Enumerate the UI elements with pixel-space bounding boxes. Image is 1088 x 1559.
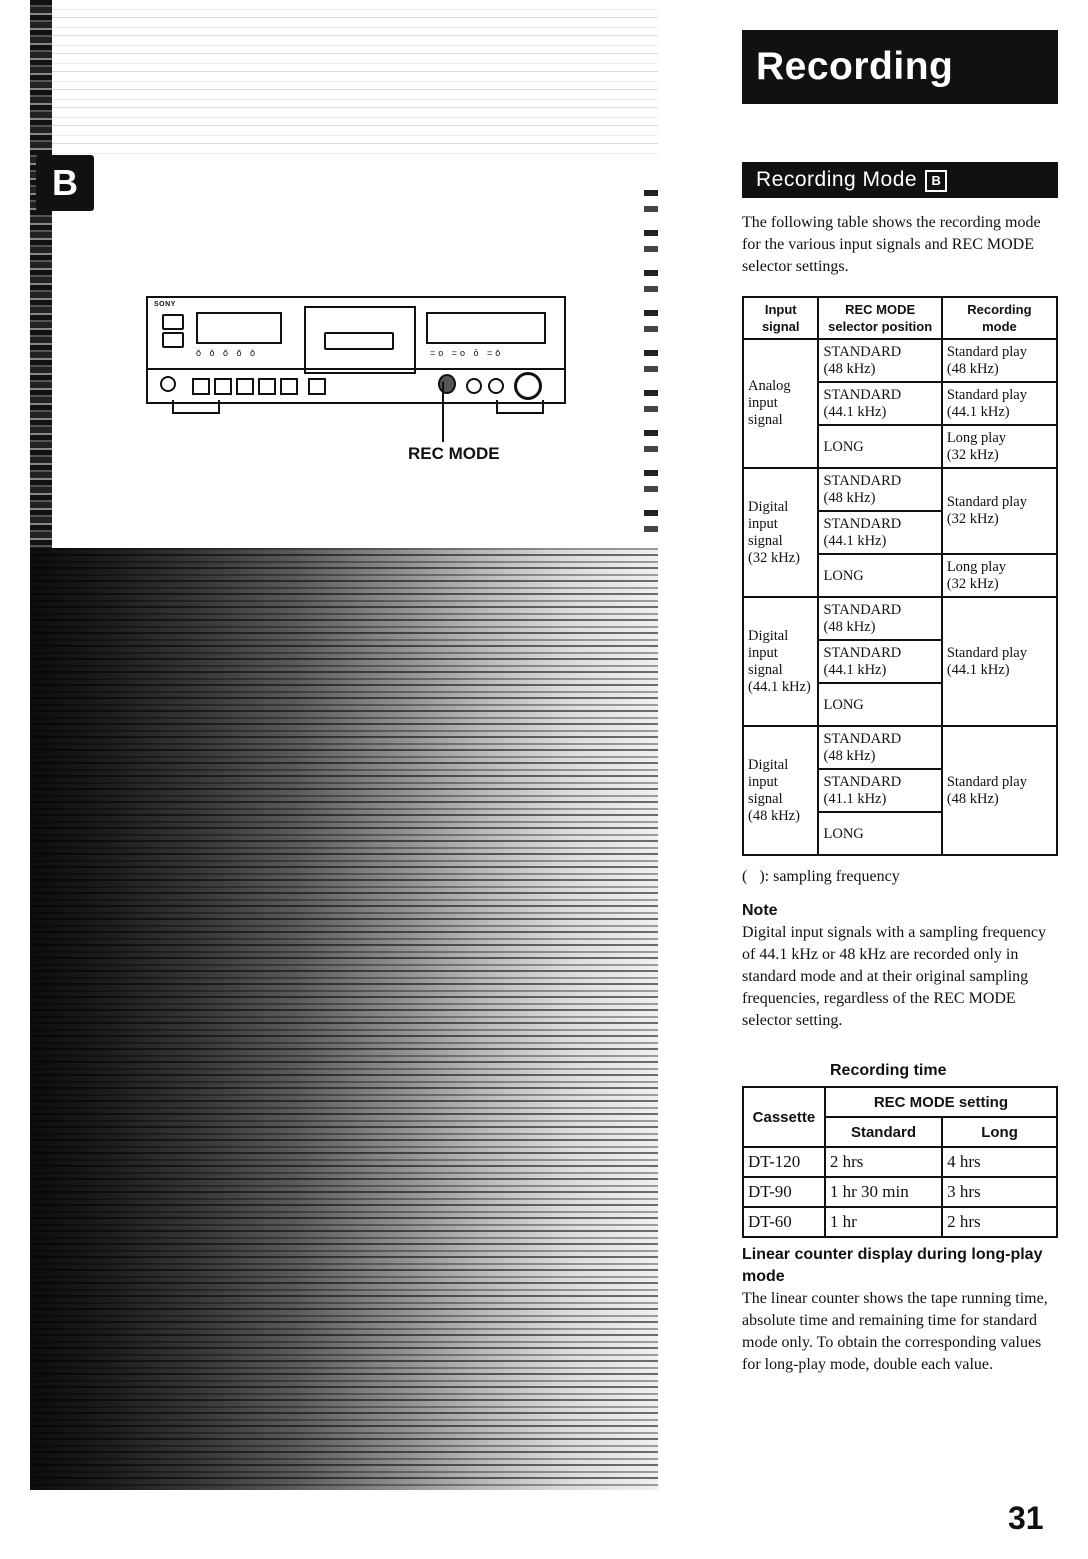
standard-cell: 2 hrs (825, 1147, 942, 1177)
recording-time-table (742, 1086, 1058, 1238)
page-title-bar (742, 30, 1058, 104)
scan-noise-top (30, 0, 658, 160)
mode-cell: Standard play (44.1 kHz) (942, 597, 1057, 726)
mode-cell: Long play (32 kHz) (942, 425, 1057, 468)
scan-dark-area (30, 548, 658, 1490)
left-display-icon (196, 312, 282, 344)
sampling-frequency-legend: ( ): sampling frequency (742, 868, 900, 885)
note-heading: Note (742, 902, 778, 919)
header-rec-mode-setting: REC MODE setting (825, 1087, 1057, 1117)
power-button-icon (162, 314, 184, 330)
table-row (743, 339, 1057, 382)
cassette-cell: DT-90 (743, 1177, 825, 1207)
table-row (743, 468, 1057, 511)
brand-logo: SONY (154, 301, 176, 308)
long-cell: 3 hrs (942, 1177, 1057, 1207)
standard-cell: 1 hr 30 min (825, 1177, 942, 1207)
header-rec-mode: REC MODE selector position (818, 297, 941, 339)
knob-icon (466, 378, 482, 394)
left-button-row-icon: ǒ ǒ ǒ ǒ ǒ (196, 348, 259, 358)
selector-cell: STANDARD (48 kHz) (818, 597, 941, 640)
selector-cell: STANDARD (44.1 kHz) (818, 382, 941, 425)
transport-button-icon (214, 378, 232, 395)
table-row (743, 1177, 1057, 1207)
tape-window-icon (324, 332, 394, 350)
page-title: Recording (756, 45, 954, 88)
selector-cell: STANDARD (44.1 kHz) (818, 511, 941, 554)
right-button-row-icon: =o =o ō =ǒ (430, 348, 504, 358)
table-header-row (743, 297, 1057, 339)
headphone-knob-icon (160, 376, 176, 392)
linear-counter-heading: Linear counter display during long-play mode (742, 1246, 1043, 1285)
intro-paragraph: The following table shows the recording mode for the various input signals and REC MODE selector settings. (742, 214, 1041, 275)
deck-foot-icon (496, 400, 544, 414)
header-cassette: Cassette (743, 1087, 825, 1147)
selector-cell: LONG (818, 425, 941, 468)
standard-cell: 1 hr (825, 1207, 942, 1237)
selector-cell: STANDARD (48 kHz) (818, 468, 941, 511)
table-header-row (743, 1087, 1057, 1117)
mode-cell: Standard play (48 kHz) (942, 726, 1057, 855)
recording-mode-table (742, 296, 1058, 856)
table-row (743, 1147, 1057, 1177)
cassette-cell: DT-60 (743, 1207, 825, 1237)
section-title: Recording Mode (756, 168, 918, 191)
right-display-icon (426, 312, 546, 344)
rec-level-knob-icon (514, 372, 542, 400)
knob-icon (488, 378, 504, 394)
tape-door-icon (304, 306, 416, 374)
header-long: Long (942, 1117, 1057, 1147)
linear-counter-body: The linear counter shows the tape running time, absolute time and remaining time for standard mode only. To obtain the corresponding values for long-play mode, double each value. (742, 1290, 1048, 1373)
section-marker: B (925, 170, 947, 192)
long-cell: 4 hrs (942, 1147, 1057, 1177)
transport-button-icon (236, 378, 254, 395)
cassette-cell: DT-120 (743, 1147, 825, 1177)
transport-button-icon (280, 378, 298, 395)
input-signal-cell: Digital input signal (44.1 kHz) (743, 597, 818, 726)
mode-cell: Standard play (48 kHz) (942, 339, 1057, 382)
header-standard: Standard (825, 1117, 942, 1147)
header-recording-mode: Recording mode (942, 297, 1057, 339)
selector-cell: LONG (818, 683, 941, 726)
scan-noise-right (644, 190, 658, 570)
table-row (743, 1207, 1057, 1237)
recording-time-title: Recording time (830, 1062, 947, 1079)
long-cell: 2 hrs (942, 1207, 1057, 1237)
selector-cell: STANDARD (44.1 kHz) (818, 640, 941, 683)
table-row (743, 597, 1057, 640)
input-signal-cell: Digital input signal (32 kHz) (743, 468, 818, 597)
mode-cell: Long play (32 kHz) (942, 554, 1057, 597)
transport-button-icon (258, 378, 276, 395)
tape-deck-drawing (146, 296, 566, 404)
note-body: Digital input signals with a sampling frequency of 44.1 kHz or 48 kHz are recorded only in standard mode and at their original sampling frequencies, regardless of the REC MODE selector setting. (742, 924, 1046, 1029)
table-row (743, 726, 1057, 769)
mode-cell: Standard play (32 kHz) (942, 468, 1057, 554)
transport-button-icon (192, 378, 210, 395)
selector-cell: STANDARD (41.1 kHz) (818, 769, 941, 812)
timer-button-icon (162, 332, 184, 348)
selector-cell: STANDARD (48 kHz) (818, 726, 941, 769)
selector-cell: LONG (818, 812, 941, 855)
rec-mode-selector-icon (438, 374, 456, 394)
callout-leader-line (442, 382, 444, 442)
input-signal-cell: Analog input signal (743, 339, 818, 468)
deck-divider (148, 368, 564, 370)
deck-foot-icon (172, 400, 220, 414)
illustration-panel (30, 0, 658, 1490)
transport-button-icon (308, 378, 326, 395)
header-input-signal: Input signal (743, 297, 818, 339)
page-number: 31 (1008, 1500, 1044, 1536)
mode-cell: Standard play (44.1 kHz) (942, 382, 1057, 425)
rec-mode-callout: REC MODE (408, 444, 500, 463)
selector-cell: LONG (818, 554, 941, 597)
section-title-bar (742, 162, 1058, 198)
input-signal-cell: Digital input signal (48 kHz) (743, 726, 818, 855)
selector-cell: STANDARD (48 kHz) (818, 339, 941, 382)
figure-badge: B (36, 155, 94, 211)
